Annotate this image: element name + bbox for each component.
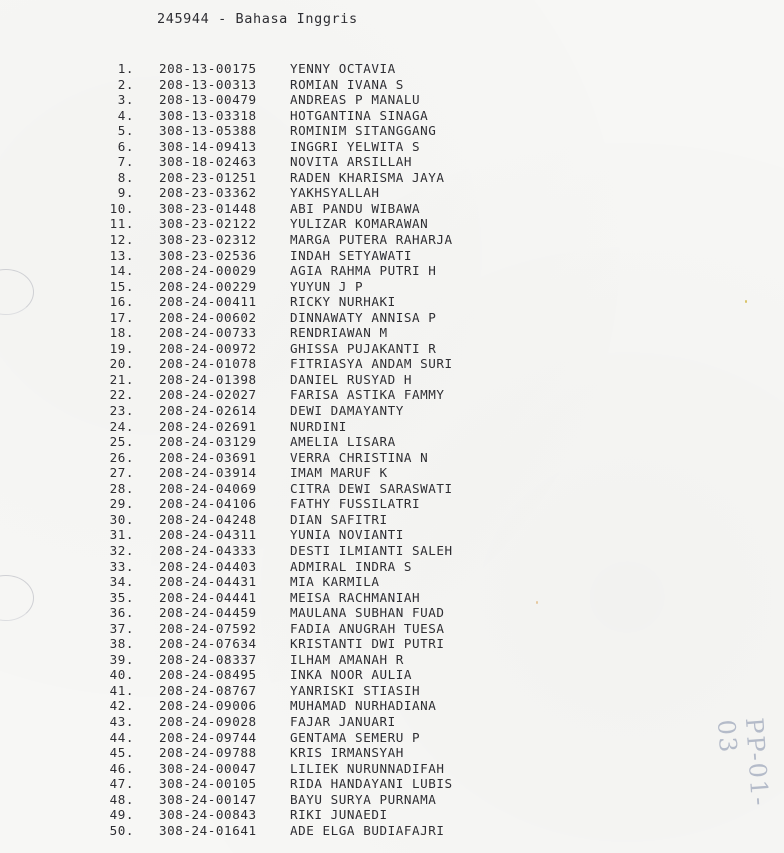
row-number: 26. (109, 449, 134, 465)
student-id: 308-24-00843 (159, 807, 257, 823)
list-item (0, 823, 784, 839)
student-name: AMELIA LISARA (290, 434, 396, 450)
student-id: 208-24-04441 (159, 589, 257, 605)
list-item (0, 776, 784, 792)
row-number: 28. (109, 480, 134, 496)
row-number: 32. (109, 542, 134, 558)
student-name: CITRA DEWI SARASWATI (290, 480, 453, 496)
list-item (0, 636, 784, 652)
row-number: 4. (117, 107, 134, 123)
student-name: NURDINI (290, 418, 347, 434)
student-id: 208-24-04431 (159, 574, 257, 590)
student-id: 208-23-03362 (159, 185, 257, 201)
student-id: 308-13-03318 (159, 107, 257, 123)
list-item (0, 574, 784, 590)
student-name: INKA NOOR AULIA (290, 667, 412, 683)
student-name: INGGRI YELWITA S (290, 138, 421, 154)
student-name: HOTGANTINA SINAGA (290, 107, 429, 123)
student-id: 308-23-02122 (159, 216, 257, 232)
student-name: NOVITA ARSILLAH (290, 154, 412, 170)
student-name: MEISA RACHMANIAH (290, 589, 421, 605)
student-id: 208-24-00229 (159, 278, 257, 294)
student-id: 208-24-04106 (159, 496, 257, 512)
list-item (0, 745, 784, 761)
student-name: FITRIASYA ANDAM SURI (290, 356, 453, 372)
student-name: DIAN SAFITRI (290, 511, 388, 527)
student-id: 308-24-00047 (159, 760, 257, 776)
student-name: DEWI DAMAYANTY (290, 403, 404, 419)
student-id: 208-24-01398 (159, 371, 257, 387)
student-id: 208-24-08337 (159, 651, 257, 667)
list-item (0, 496, 784, 512)
student-name: RENDRIAWAN M (290, 325, 388, 341)
student-name: MARGA PUTERA RAHARJA (290, 232, 453, 248)
student-id: 208-24-04248 (159, 511, 257, 527)
row-number: 27. (109, 465, 134, 481)
list-item (0, 372, 784, 388)
list-item (0, 279, 784, 295)
row-number: 22. (109, 387, 134, 403)
row-number: 44. (109, 729, 134, 745)
row-number: 18. (109, 325, 134, 341)
student-id: 208-24-02691 (159, 418, 257, 434)
list-item (0, 714, 784, 730)
row-number: 50. (109, 822, 134, 838)
row-number: 33. (109, 558, 134, 574)
student-id: 308-23-02536 (159, 247, 257, 263)
list-item (0, 434, 784, 450)
row-number: 43. (109, 713, 134, 729)
student-name: YUNIA NOVIANTI (290, 527, 404, 543)
row-number: 6. (117, 138, 134, 154)
list-item (0, 683, 784, 699)
student-name: DESTI ILMIANTI SALEH (290, 542, 453, 558)
student-name: FAJAR JANUARI (290, 713, 396, 729)
student-name: YANRISKI STIASIH (290, 682, 421, 698)
row-number: 42. (109, 698, 134, 714)
student-id: 208-24-04403 (159, 558, 257, 574)
student-id: 308-23-01448 (159, 200, 257, 216)
row-number: 25. (109, 434, 134, 450)
student-name: INDAH SETYAWATI (290, 247, 412, 263)
student-id: 208-24-00602 (159, 309, 257, 325)
list-item (0, 559, 784, 575)
student-name: AGIA RAHMA PUTRI H (290, 263, 437, 279)
student-id: 208-13-00313 (159, 76, 257, 92)
list-item (0, 310, 784, 326)
student-id: 208-24-03691 (159, 449, 257, 465)
row-number: 13. (109, 247, 134, 263)
list-item (0, 341, 784, 357)
list-item (0, 652, 784, 668)
handwritten-margin-note: PP-01-03 (711, 716, 775, 809)
student-id: 208-23-01251 (159, 169, 257, 185)
student-name: YULIZAR KOMARAWAN (290, 216, 429, 232)
row-number: 9. (117, 185, 134, 201)
list-item (0, 527, 784, 543)
row-number: 48. (109, 791, 134, 807)
student-name: KRISTANTI DWI PUTRI (290, 636, 445, 652)
row-number: 17. (109, 309, 134, 325)
student-id: 208-24-07634 (159, 636, 257, 652)
row-number: 47. (109, 776, 134, 792)
document-title: 245944 - Bahasa Inggris (157, 11, 358, 27)
student-name: VERRA CHRISTINA N (290, 449, 429, 465)
student-id: 208-24-02614 (159, 403, 257, 419)
list-item (0, 201, 784, 217)
student-id: 208-24-04333 (159, 542, 257, 558)
student-id: 208-24-00411 (159, 294, 257, 310)
student-id: 208-24-03914 (159, 465, 257, 481)
row-number: 2. (117, 76, 134, 92)
row-number: 12. (109, 232, 134, 248)
row-number: 16. (109, 294, 134, 310)
student-name: GHISSA PUJAKANTI R (290, 340, 437, 356)
list-item (0, 403, 784, 419)
list-item (0, 605, 784, 621)
student-id: 208-24-07592 (159, 620, 257, 636)
row-number: 21. (109, 371, 134, 387)
row-number: 41. (109, 682, 134, 698)
row-number: 24. (109, 418, 134, 434)
list-item (0, 248, 784, 264)
student-id: 208-24-00972 (159, 340, 257, 356)
row-number: 39. (109, 651, 134, 667)
row-number: 23. (109, 403, 134, 419)
list-item (0, 77, 784, 93)
paper-speck (536, 601, 538, 604)
row-number: 34. (109, 574, 134, 590)
list-item (0, 621, 784, 637)
list-item (0, 590, 784, 606)
row-number: 14. (109, 263, 134, 279)
student-name: BAYU SURYA PURNAMA (290, 791, 437, 807)
list-item (0, 294, 784, 310)
list-item (0, 792, 784, 808)
list-item (0, 92, 784, 108)
list-item (0, 667, 784, 683)
row-number: 46. (109, 760, 134, 776)
row-number: 3. (117, 92, 134, 108)
list-item (0, 481, 784, 497)
student-name: KRIS IRMANSYAH (290, 745, 404, 761)
student-name: YUYUN J P (290, 278, 364, 294)
student-list (0, 61, 784, 838)
list-item (0, 170, 784, 186)
paper-speck (745, 300, 747, 303)
list-item (0, 325, 784, 341)
student-name: IMAM MARUF K (290, 465, 388, 481)
student-name: YAKHSYALLAH (290, 185, 380, 201)
row-number: 36. (109, 605, 134, 621)
list-item (0, 419, 784, 435)
row-number: 49. (109, 807, 134, 823)
student-name: RICKY NURHAKI (290, 294, 396, 310)
row-number: 1. (117, 61, 134, 76)
student-id: 208-24-09744 (159, 729, 257, 745)
student-id: 308-24-00105 (159, 776, 257, 792)
list-item (0, 356, 784, 372)
list-item (0, 108, 784, 124)
student-name: RIDA HANDAYANI LUBIS (290, 776, 453, 792)
student-id: 208-24-00733 (159, 325, 257, 341)
student-name: DINNAWATY ANNISA P (290, 309, 437, 325)
student-id: 208-13-00479 (159, 92, 257, 108)
student-id: 208-13-00175 (159, 61, 257, 76)
student-id: 308-18-02463 (159, 154, 257, 170)
list-item (0, 123, 784, 139)
list-item (0, 232, 784, 248)
student-name: RIKI JUNAEDI (290, 807, 388, 823)
student-name: DANIEL RUSYAD H (290, 371, 412, 387)
student-name: ABI PANDU WIBAWA (290, 200, 421, 216)
list-item (0, 154, 784, 170)
student-id: 208-24-04459 (159, 605, 257, 621)
list-item (0, 263, 784, 279)
list-item (0, 61, 784, 77)
student-name: FARISA ASTIKA FAMMY (290, 387, 445, 403)
student-name: YENNY OCTAVIA (290, 61, 396, 76)
row-number: 35. (109, 589, 134, 605)
list-item (0, 730, 784, 746)
row-number: 10. (109, 200, 134, 216)
student-name: FATHY FUSSILATRI (290, 496, 421, 512)
row-number: 31. (109, 527, 134, 543)
row-number: 20. (109, 356, 134, 372)
student-name: ROMINIM SITANGGANG (290, 123, 437, 139)
row-number: 7. (117, 154, 134, 170)
student-id: 208-24-08495 (159, 667, 257, 683)
list-item (0, 139, 784, 155)
student-name: ILHAM AMANAH R (290, 651, 404, 667)
student-name: ANDREAS P MANALU (290, 92, 421, 108)
row-number: 11. (109, 216, 134, 232)
student-name: MUHAMAD NURHADIANA (290, 698, 437, 714)
student-name: RADEN KHARISMA JAYA (290, 169, 445, 185)
list-item (0, 387, 784, 403)
student-id: 308-24-01641 (159, 822, 257, 838)
list-item (0, 185, 784, 201)
student-id: 208-24-09788 (159, 745, 257, 761)
student-name: ROMIAN IVANA S (290, 76, 404, 92)
student-id: 208-24-09028 (159, 713, 257, 729)
student-id: 308-23-02312 (159, 232, 257, 248)
student-name: MAULANA SUBHAN FUAD (290, 605, 445, 621)
student-name: GENTAMA SEMERU P (290, 729, 421, 745)
list-item (0, 465, 784, 481)
student-id: 308-13-05388 (159, 123, 257, 139)
student-name: FADIA ANUGRAH TUESA (290, 620, 445, 636)
list-item (0, 512, 784, 528)
list-item (0, 807, 784, 823)
list-item (0, 543, 784, 559)
row-number: 45. (109, 745, 134, 761)
student-name: ADMIRAL INDRA S (290, 558, 412, 574)
row-number: 40. (109, 667, 134, 683)
row-number: 38. (109, 636, 134, 652)
student-id: 208-24-00029 (159, 263, 257, 279)
student-id: 308-14-09413 (159, 138, 257, 154)
row-number: 37. (109, 620, 134, 636)
list-item (0, 761, 784, 777)
student-id: 208-24-03129 (159, 434, 257, 450)
row-number: 19. (109, 340, 134, 356)
student-id: 208-24-09006 (159, 698, 257, 714)
student-id: 208-24-04311 (159, 527, 257, 543)
student-id: 208-24-04069 (159, 480, 257, 496)
row-number: 30. (109, 511, 134, 527)
student-name: ADE ELGA BUDIAFAJRI (290, 822, 445, 838)
row-number: 29. (109, 496, 134, 512)
row-number: 8. (117, 169, 134, 185)
student-name: LILIEK NURUNNADIFAH (290, 760, 445, 776)
row-number: 5. (117, 123, 134, 139)
list-item (0, 216, 784, 232)
list-item (0, 450, 784, 466)
student-name: MIA KARMILA (290, 574, 380, 590)
student-id: 208-24-02027 (159, 387, 257, 403)
row-number: 15. (109, 278, 134, 294)
student-id: 208-24-01078 (159, 356, 257, 372)
student-id: 308-24-00147 (159, 791, 257, 807)
list-item (0, 698, 784, 714)
student-id: 208-24-08767 (159, 682, 257, 698)
